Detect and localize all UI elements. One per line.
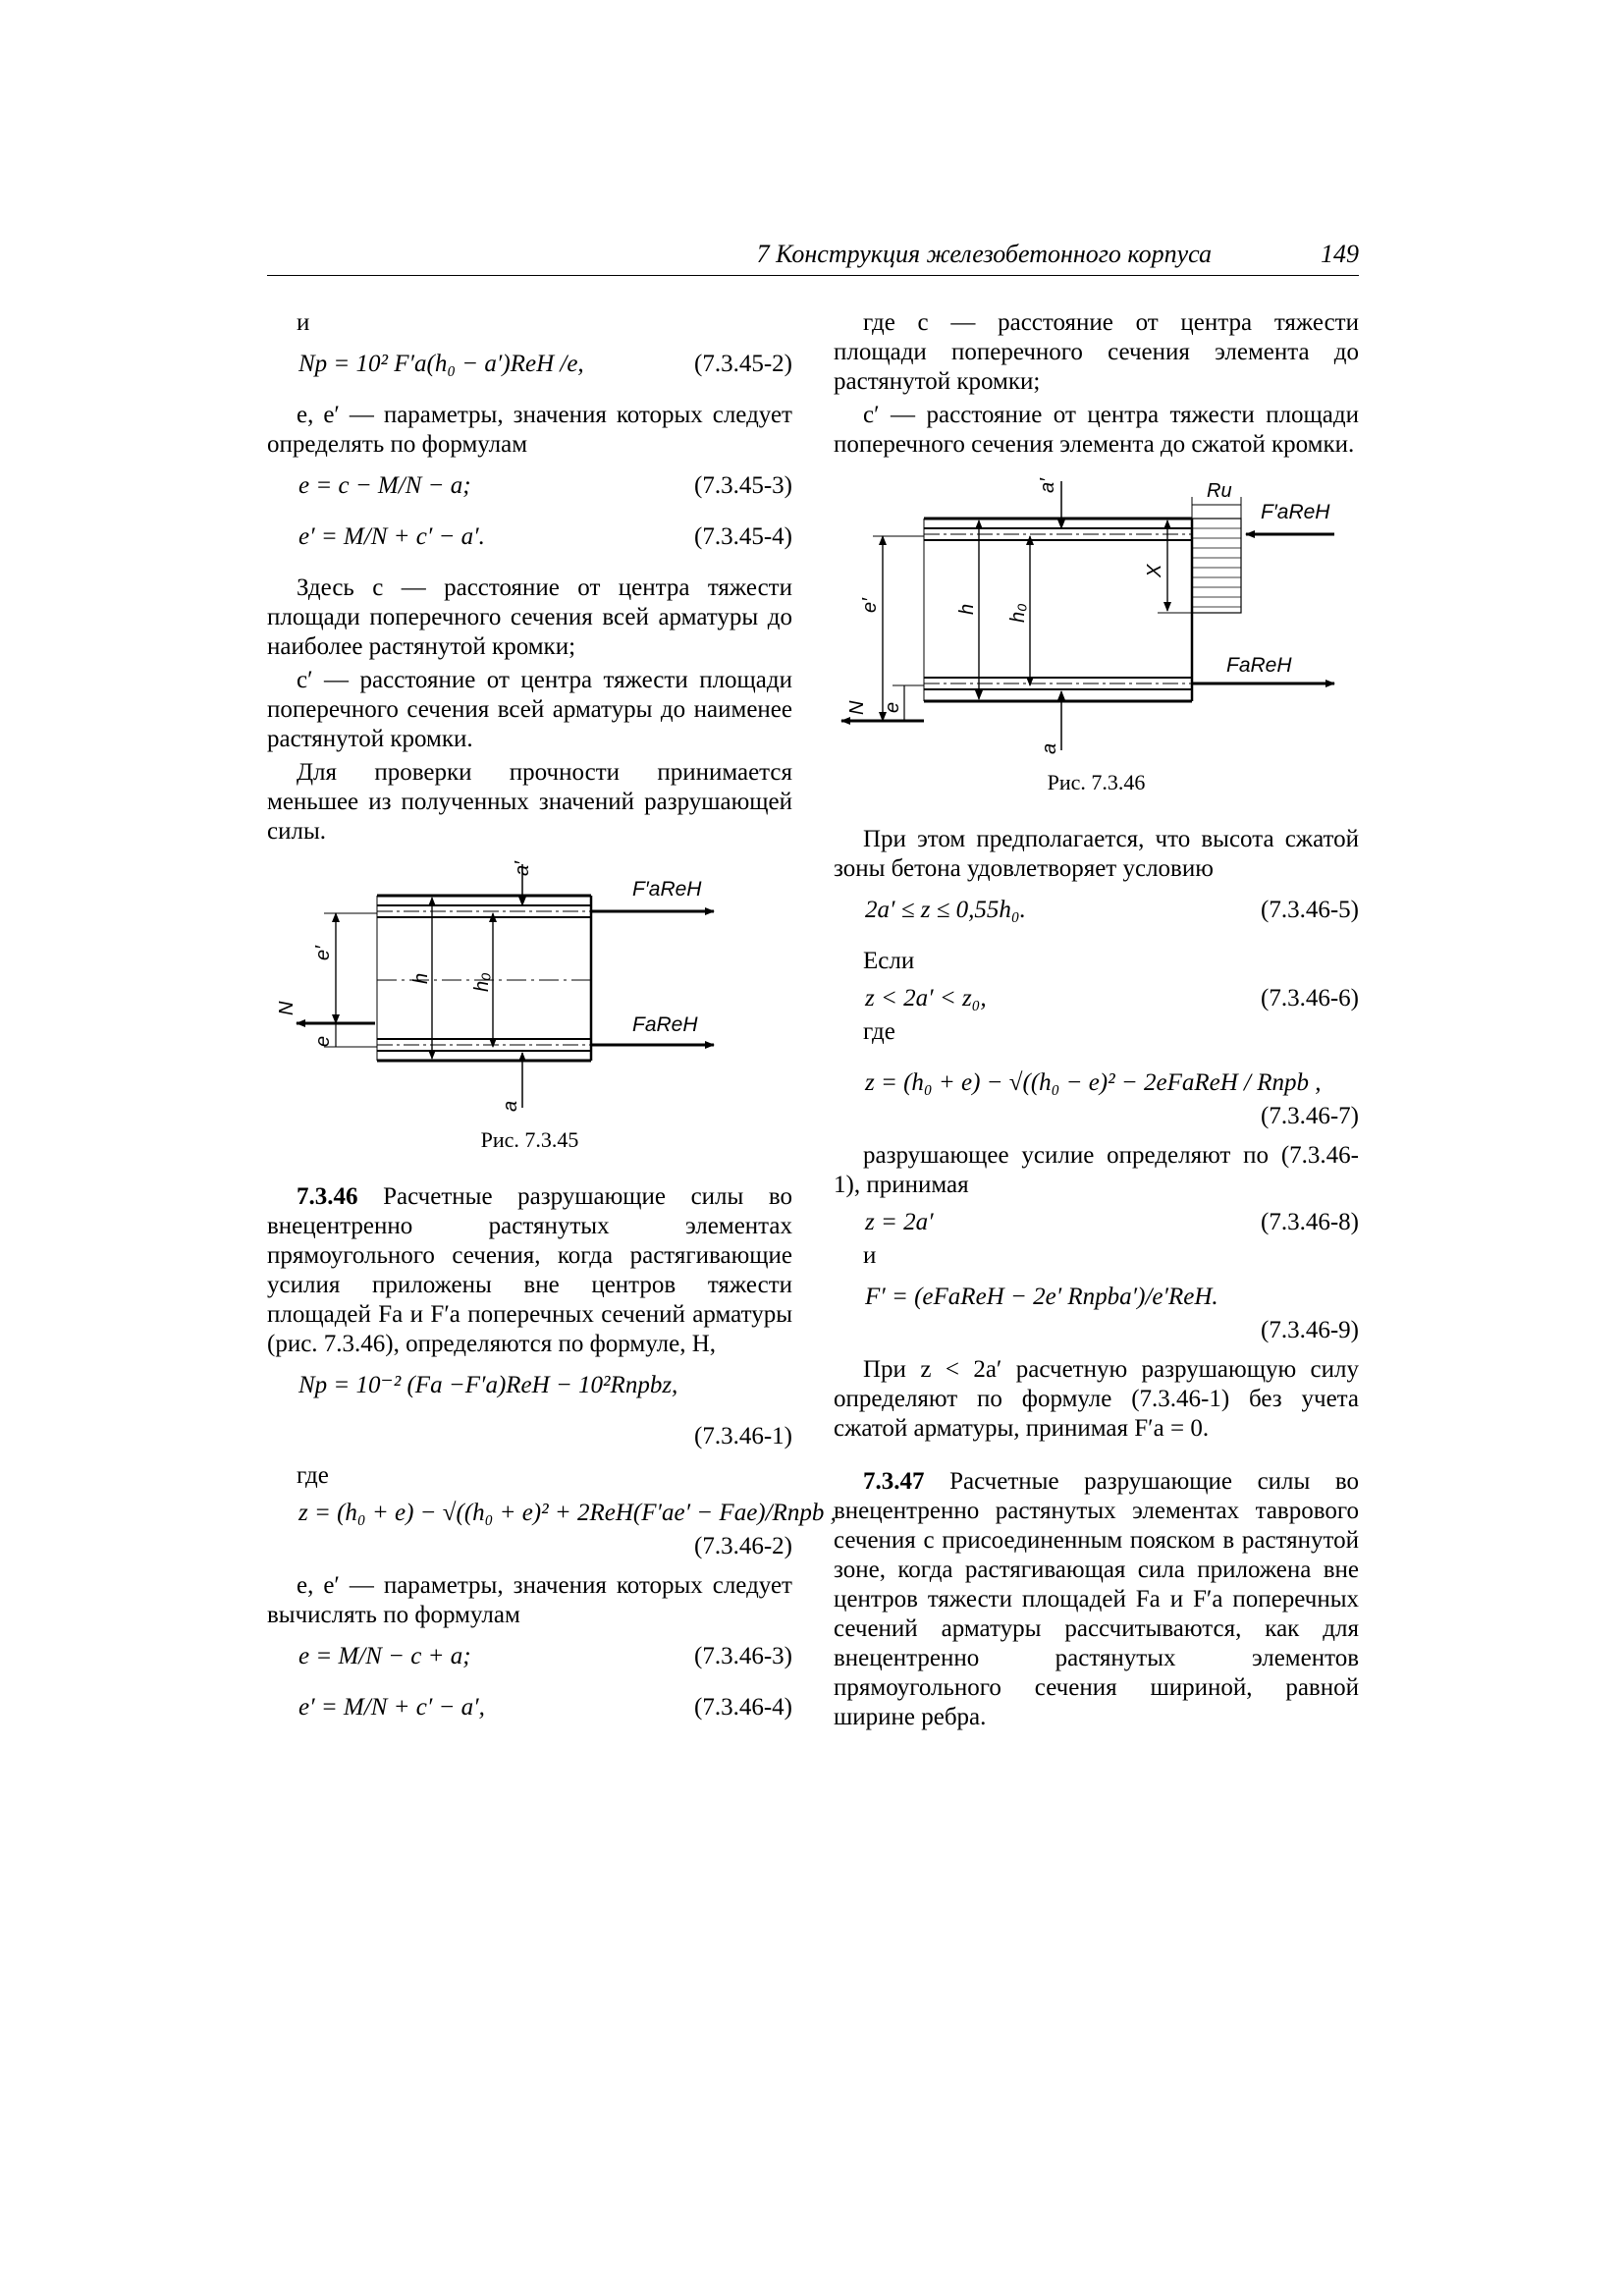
- equation-number: (7.3.46-3): [694, 1643, 792, 1669]
- paragraph: При z < 2a′ расчетную разрушающую силу определяют по формуле (7.3.46-1) без учета сжатой арматуры, принимая F′а = 0.: [834, 1356, 1359, 1442]
- e-label: e: [312, 1035, 334, 1047]
- ru-label: Ru: [1207, 480, 1232, 502]
- right-column: [834, 308, 1359, 1736]
- equation-number: (7.3.46-1): [694, 1423, 792, 1449]
- equation-7-3-46-1: [267, 1371, 792, 1400]
- paragraph: c′ — расстояние от центра тяжести площади поперечного сечения элемента до сжатой кромки.: [834, 402, 1359, 458]
- paragraph: e, e′ — параметры, значения которых следует вычислять по формулам: [267, 1572, 792, 1628]
- equation-number: (7.3.46-6): [1261, 985, 1359, 1011]
- x-label: X: [1144, 564, 1165, 577]
- e-label: e: [882, 701, 903, 713]
- h0-label: h₀: [471, 972, 493, 992]
- page-number: 149: [1321, 240, 1359, 268]
- equation-formula: e = c − M/N − a;: [298, 472, 471, 499]
- section-number: 7.3.47: [863, 1468, 925, 1495]
- equation-formula: z < 2a′ < z₀,: [865, 985, 987, 1011]
- equation-formula: z = (h₀ + e) − √((h₀ − e)² − 2eFаReH / Rпрb ,: [865, 1069, 1322, 1096]
- paragraph: где: [297, 1462, 329, 1489]
- equation-number: (7.3.45-2): [694, 351, 792, 377]
- equation-formula: z = 2a′: [865, 1209, 934, 1235]
- a-prime-label: a′: [512, 861, 533, 876]
- equation-formula: 2a′ ≤ z ≤ 0,55h₀.: [865, 897, 1026, 923]
- force-bottom-label: FaReH: [1226, 654, 1292, 677]
- equation-7-3-46-2: [267, 1499, 837, 1528]
- paragraph: c′ — расстояние от центра тяжести площади поперечного сечения всей арматуры до наименее растянутой кромки.: [267, 667, 792, 752]
- a-label: a: [500, 1100, 521, 1112]
- e-prime-label: e′: [312, 946, 334, 960]
- equation-number: (7.3.46-8): [1261, 1209, 1359, 1235]
- equation-7-3-45-3: [267, 471, 792, 501]
- equation-7-3-45-2: [267, 350, 792, 379]
- n-label: N: [276, 1001, 298, 1015]
- paragraph: где c — расстояние от центра тяжести площади поперечного сечения элемента до растянутой кромки;: [834, 309, 1359, 395]
- section-7-3-46: [267, 1182, 792, 1359]
- figure-caption: Рис. 7.3.45: [480, 1127, 579, 1152]
- figure-caption: Рис. 7.3.46: [1047, 770, 1146, 794]
- force-bottom-label: FaReH: [632, 1013, 698, 1036]
- equation-7-3-46-5: [834, 896, 1359, 925]
- paragraph: и: [297, 309, 310, 336]
- a-label: a: [1039, 742, 1060, 754]
- force-top-label: F′aReH: [1261, 501, 1330, 523]
- equation-7-3-46-9: [834, 1283, 1359, 1312]
- equation-7-3-46-3: [267, 1642, 792, 1671]
- paragraph: При этом предполагается, что высота сжатой зоны бетона удовлетворяет условию: [834, 826, 1359, 882]
- equation-number: (7.3.45-3): [694, 472, 792, 499]
- equation-7-3-46-8: [834, 1208, 1359, 1237]
- equation-number: (7.3.46-5): [1261, 897, 1359, 923]
- n-label: N: [846, 700, 868, 715]
- equation-formula: e′ = M/N + c′ − a′.: [298, 523, 485, 550]
- force-top-label: F′aReH: [632, 878, 702, 901]
- paragraph: Если: [863, 948, 915, 974]
- chapter-title: 7 Конструкция железобетонного корпуса: [756, 240, 1212, 268]
- equation-formula: F′ = (eFаReH − 2e′ Rпрba′)/e′ReH.: [865, 1284, 1218, 1310]
- equation-number: (7.3.46-9): [1261, 1317, 1359, 1343]
- equation-number: (7.3.46-7): [1261, 1103, 1359, 1129]
- h0-label: h₀: [1007, 603, 1029, 623]
- equation-formula: e′ = M/N + c′ − a′,: [298, 1694, 485, 1721]
- h-label: h: [956, 603, 978, 615]
- equation-formula: Nр = 10⁻² (Fа −F′а)ReH − 10²Rпрbz,: [298, 1372, 678, 1398]
- figure-7-3-45-drawing: [267, 854, 792, 1120]
- equation-7-3-46-4: [267, 1693, 792, 1722]
- paragraph: Здесь c — расстояние от центра тяжести площади поперечного сечения всей арматуры до наиболее растянутой кромки;: [267, 574, 792, 660]
- equation-number: (7.3.46-2): [694, 1533, 792, 1559]
- section-number: 7.3.46: [297, 1183, 358, 1210]
- paragraph: Для проверки прочности принимается меньшее из полученных значений разрушающей силы.: [267, 759, 792, 845]
- equation-7-3-46-7: [834, 1068, 1359, 1098]
- left-column: [267, 308, 837, 1744]
- equation-number: (7.3.46-4): [694, 1694, 792, 1721]
- h-label: h: [410, 972, 432, 984]
- figure-7-3-46-drawing: [834, 467, 1359, 762]
- equation-formula: z = (h₀ + e) − √((h₀ + e)² + 2ReH(F′аe′ − Fаe)/Rпрb ,: [298, 1500, 837, 1526]
- running-header: [267, 240, 1359, 276]
- paragraph: и: [863, 1242, 877, 1269]
- paragraph: где: [863, 1018, 895, 1045]
- equation-7-3-46-6: [834, 984, 1359, 1013]
- equation-number: (7.3.45-4): [694, 523, 792, 550]
- section-7-3-47: [834, 1467, 1359, 1732]
- equation-formula: e = M/N − c + a;: [298, 1643, 471, 1669]
- paragraph: разрушающее усилие определяют по (7.3.46-1), принимая: [834, 1142, 1359, 1198]
- e-prime-label: e′: [859, 598, 881, 613]
- section-text: Расчетные разрушающие силы во внецентренно растянутых элементах прямоугольного сечения, когда растягивающие усилия приложены вне центров тяжести площадей Fа и F′а поперечных сечений арматуры (рис. 7.3.46), определяются по формуле, Н,: [267, 1183, 793, 1357]
- figure-7-3-45: [267, 854, 792, 1155]
- section-text: Расчетные разрушающие силы во внецентренно растянутых элементах таврового сечения с присоединенным пояском в растянутой зоне, когда растягивающая сила приложена вне центров тяжести площадей Fа и F′а поперечных сечений арматуры рассчитываются, как для внецентренно растянутых элементов прямоугольного сечения шириной, равной ширине ребра.: [834, 1468, 1360, 1730]
- equation-7-3-45-4: [267, 522, 792, 552]
- figure-7-3-46: [834, 467, 1359, 797]
- equation-formula: Nр = 10² F′а(h₀ − a′)ReH /e,: [298, 351, 584, 377]
- a-prime-label: a′: [1037, 478, 1058, 493]
- paragraph: e, e′ — параметры, значения которых следует определять по формулам: [267, 402, 792, 458]
